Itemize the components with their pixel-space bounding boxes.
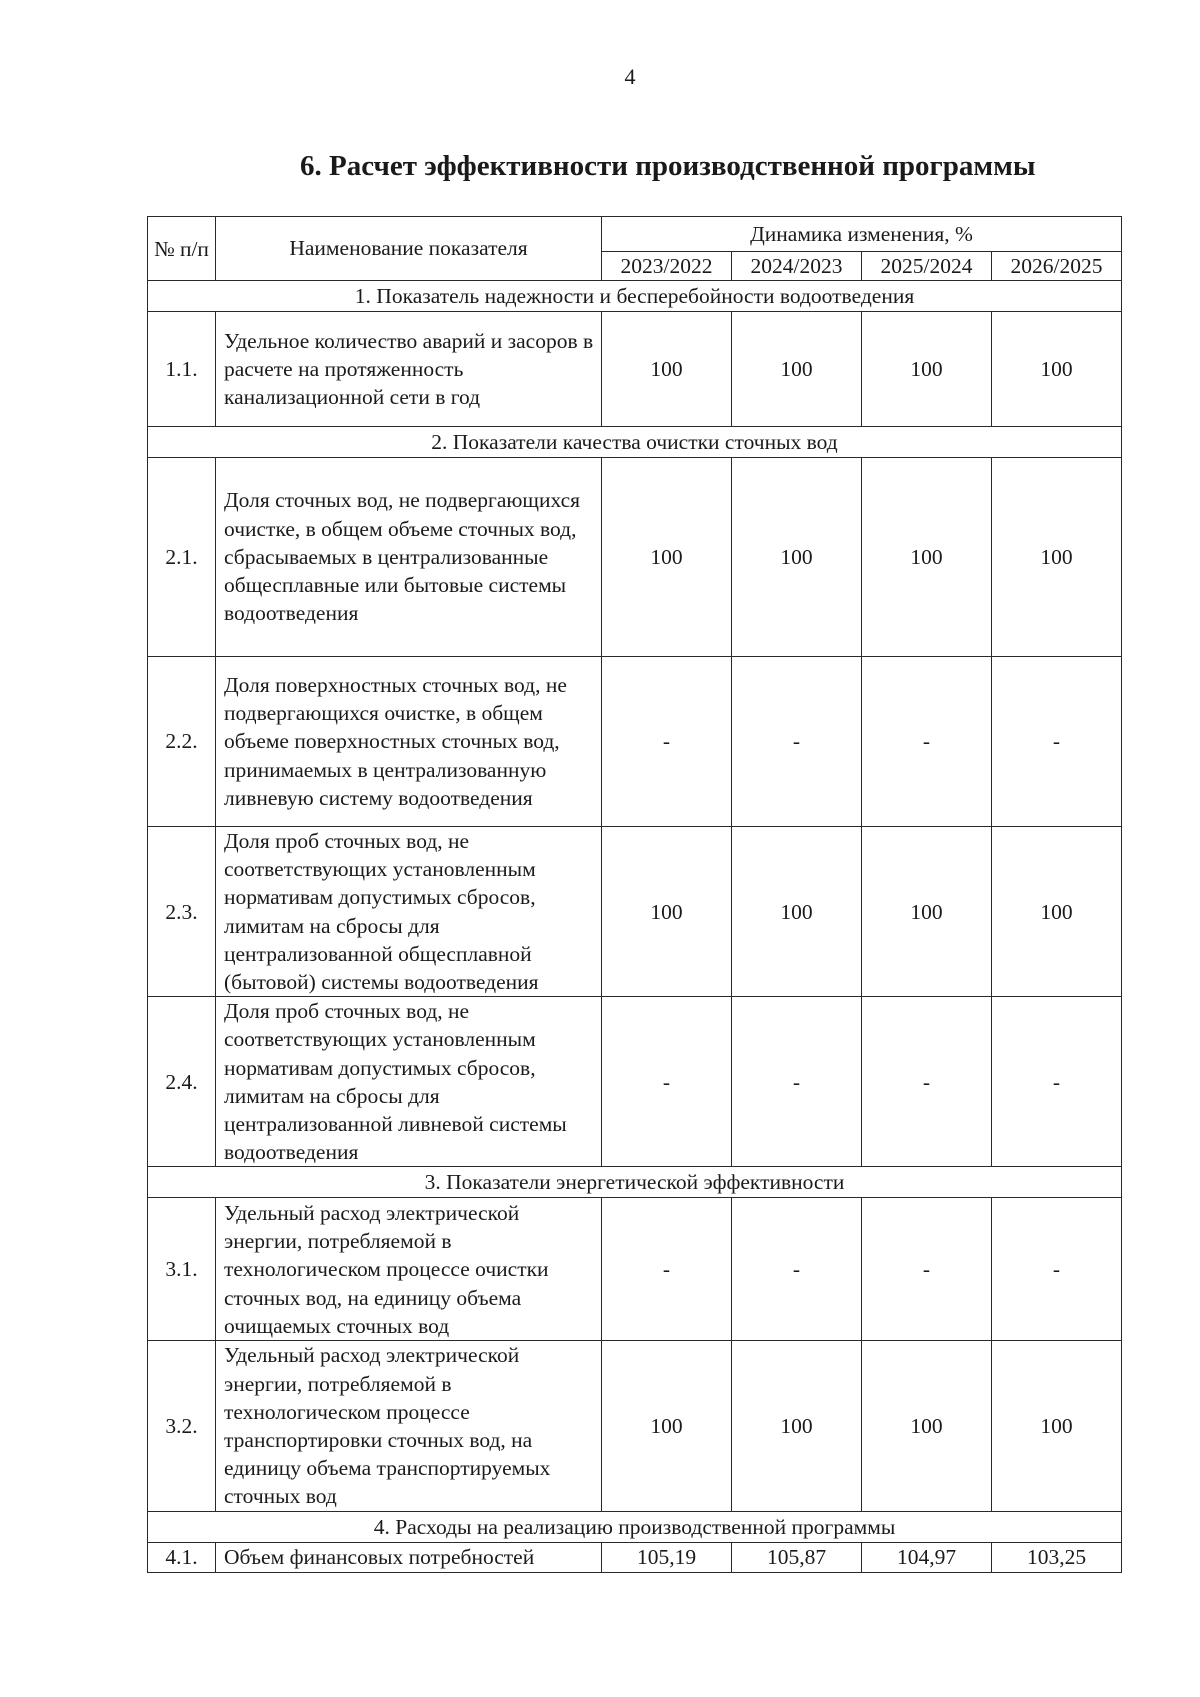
header-year: 2023/2022 bbox=[602, 252, 732, 281]
row-value: - bbox=[732, 1198, 862, 1341]
row-indicator-name: Доля проб сточных вод, не соответствующих установленным нормативам допустимых сбросов, лимитам на сбросы для централизованной ливневой системы водоотведения bbox=[216, 997, 602, 1167]
row-value: 100 bbox=[602, 1341, 732, 1511]
header-number: № п/п bbox=[148, 217, 216, 281]
page-title: 6. Расчет эффективности производственной программы bbox=[300, 150, 1036, 182]
row-value: 100 bbox=[862, 312, 992, 427]
row-value: - bbox=[602, 657, 732, 827]
row-value: - bbox=[862, 1198, 992, 1341]
row-value: - bbox=[862, 657, 992, 827]
section-title: 4. Расходы на реализацию производственной программы bbox=[148, 1511, 1122, 1542]
row-value: - bbox=[862, 997, 992, 1167]
table-row bbox=[148, 827, 1122, 997]
row-value: 105,87 bbox=[732, 1542, 862, 1572]
section-row bbox=[148, 427, 1122, 458]
table-row bbox=[148, 1542, 1122, 1572]
row-number: 2.1. bbox=[148, 458, 216, 657]
section-row bbox=[148, 281, 1122, 312]
table-row bbox=[148, 997, 1122, 1167]
row-number: 2.4. bbox=[148, 997, 216, 1167]
row-value: 100 bbox=[992, 312, 1122, 427]
row-value: 103,25 bbox=[992, 1542, 1122, 1572]
row-value: - bbox=[992, 997, 1122, 1167]
row-number: 3.1. bbox=[148, 1198, 216, 1341]
table-row bbox=[148, 1198, 1122, 1341]
row-value: 100 bbox=[862, 458, 992, 657]
row-value: - bbox=[732, 997, 862, 1167]
row-indicator-name: Удельный расход электрической энергии, потребляемой в технологическом процессе транспортировки сточных вод, на единицу объема транспортируемых сточных вод bbox=[216, 1341, 602, 1511]
table-header-row bbox=[148, 217, 1122, 252]
row-value: 100 bbox=[602, 312, 732, 427]
header-year: 2025/2024 bbox=[862, 252, 992, 281]
row-value: - bbox=[602, 997, 732, 1167]
section-row bbox=[148, 1167, 1122, 1198]
row-indicator-name: Удельное количество аварий и засоров в расчете на протяженность канализационной сети в год bbox=[216, 312, 602, 427]
table-row bbox=[148, 1341, 1122, 1511]
row-indicator-name: Доля проб сточных вод, не соответствующих установленным нормативам допустимых сбросов, лимитам на сбросы для централизованной общесплавной (бытовой) системы водоотведения bbox=[216, 827, 602, 997]
row-value: 100 bbox=[862, 827, 992, 997]
row-value: 100 bbox=[732, 458, 862, 657]
efficiency-table bbox=[147, 216, 1122, 1573]
row-indicator-name: Доля поверхностных сточных вод, не подвергающихся очистке, в общем объеме поверхностных сточных вод, принимаемых в централизованную ливневую систему водоотведения bbox=[216, 657, 602, 827]
row-number: 3.2. bbox=[148, 1341, 216, 1511]
section-title: 2. Показатели качества очистки сточных вод bbox=[148, 427, 1122, 458]
row-value: - bbox=[992, 1198, 1122, 1341]
row-value: 100 bbox=[992, 1341, 1122, 1511]
row-indicator-name: Удельный расход электрической энергии, потребляемой в технологическом процессе очистки сточных вод, на единицу объема очищаемых сточных вод bbox=[216, 1198, 602, 1341]
row-value: 100 bbox=[732, 312, 862, 427]
section-row bbox=[148, 1511, 1122, 1542]
row-value: - bbox=[732, 657, 862, 827]
row-indicator-name: Доля сточных вод, не подвергающихся очистке, в общем объеме сточных вод, сбрасываемых в централизованные общесплавные или бытовые системы водоотведения bbox=[216, 458, 602, 657]
page-number: 4 bbox=[624, 64, 636, 89]
row-indicator-name: Объем финансовых потребностей bbox=[216, 1542, 602, 1572]
row-number: 2.2. bbox=[148, 657, 216, 827]
section-title: 3. Показатели энергетической эффективности bbox=[148, 1167, 1122, 1198]
header-year: 2026/2025 bbox=[992, 252, 1122, 281]
row-value: 100 bbox=[992, 458, 1122, 657]
row-value: - bbox=[602, 1198, 732, 1341]
table-row bbox=[148, 312, 1122, 427]
section-title: 1. Показатель надежности и бесперебойности водоотведения bbox=[148, 281, 1122, 312]
row-number: 2.3. bbox=[148, 827, 216, 997]
row-value: 100 bbox=[602, 827, 732, 997]
table-row bbox=[148, 458, 1122, 657]
header-indicator-name: Наименование показателя bbox=[216, 217, 602, 281]
row-number: 1.1. bbox=[148, 312, 216, 427]
row-number: 4.1. bbox=[148, 1542, 216, 1572]
row-value: 104,97 bbox=[862, 1542, 992, 1572]
row-value: 100 bbox=[732, 1341, 862, 1511]
row-value: 100 bbox=[732, 827, 862, 997]
row-value: 100 bbox=[862, 1341, 992, 1511]
header-dynamics: Динамика изменения, % bbox=[602, 217, 1122, 252]
table-row bbox=[148, 657, 1122, 827]
row-value: 105,19 bbox=[602, 1542, 732, 1572]
row-value: - bbox=[992, 657, 1122, 827]
header-year: 2024/2023 bbox=[732, 252, 862, 281]
row-value: 100 bbox=[602, 458, 732, 657]
row-value: 100 bbox=[992, 827, 1122, 997]
